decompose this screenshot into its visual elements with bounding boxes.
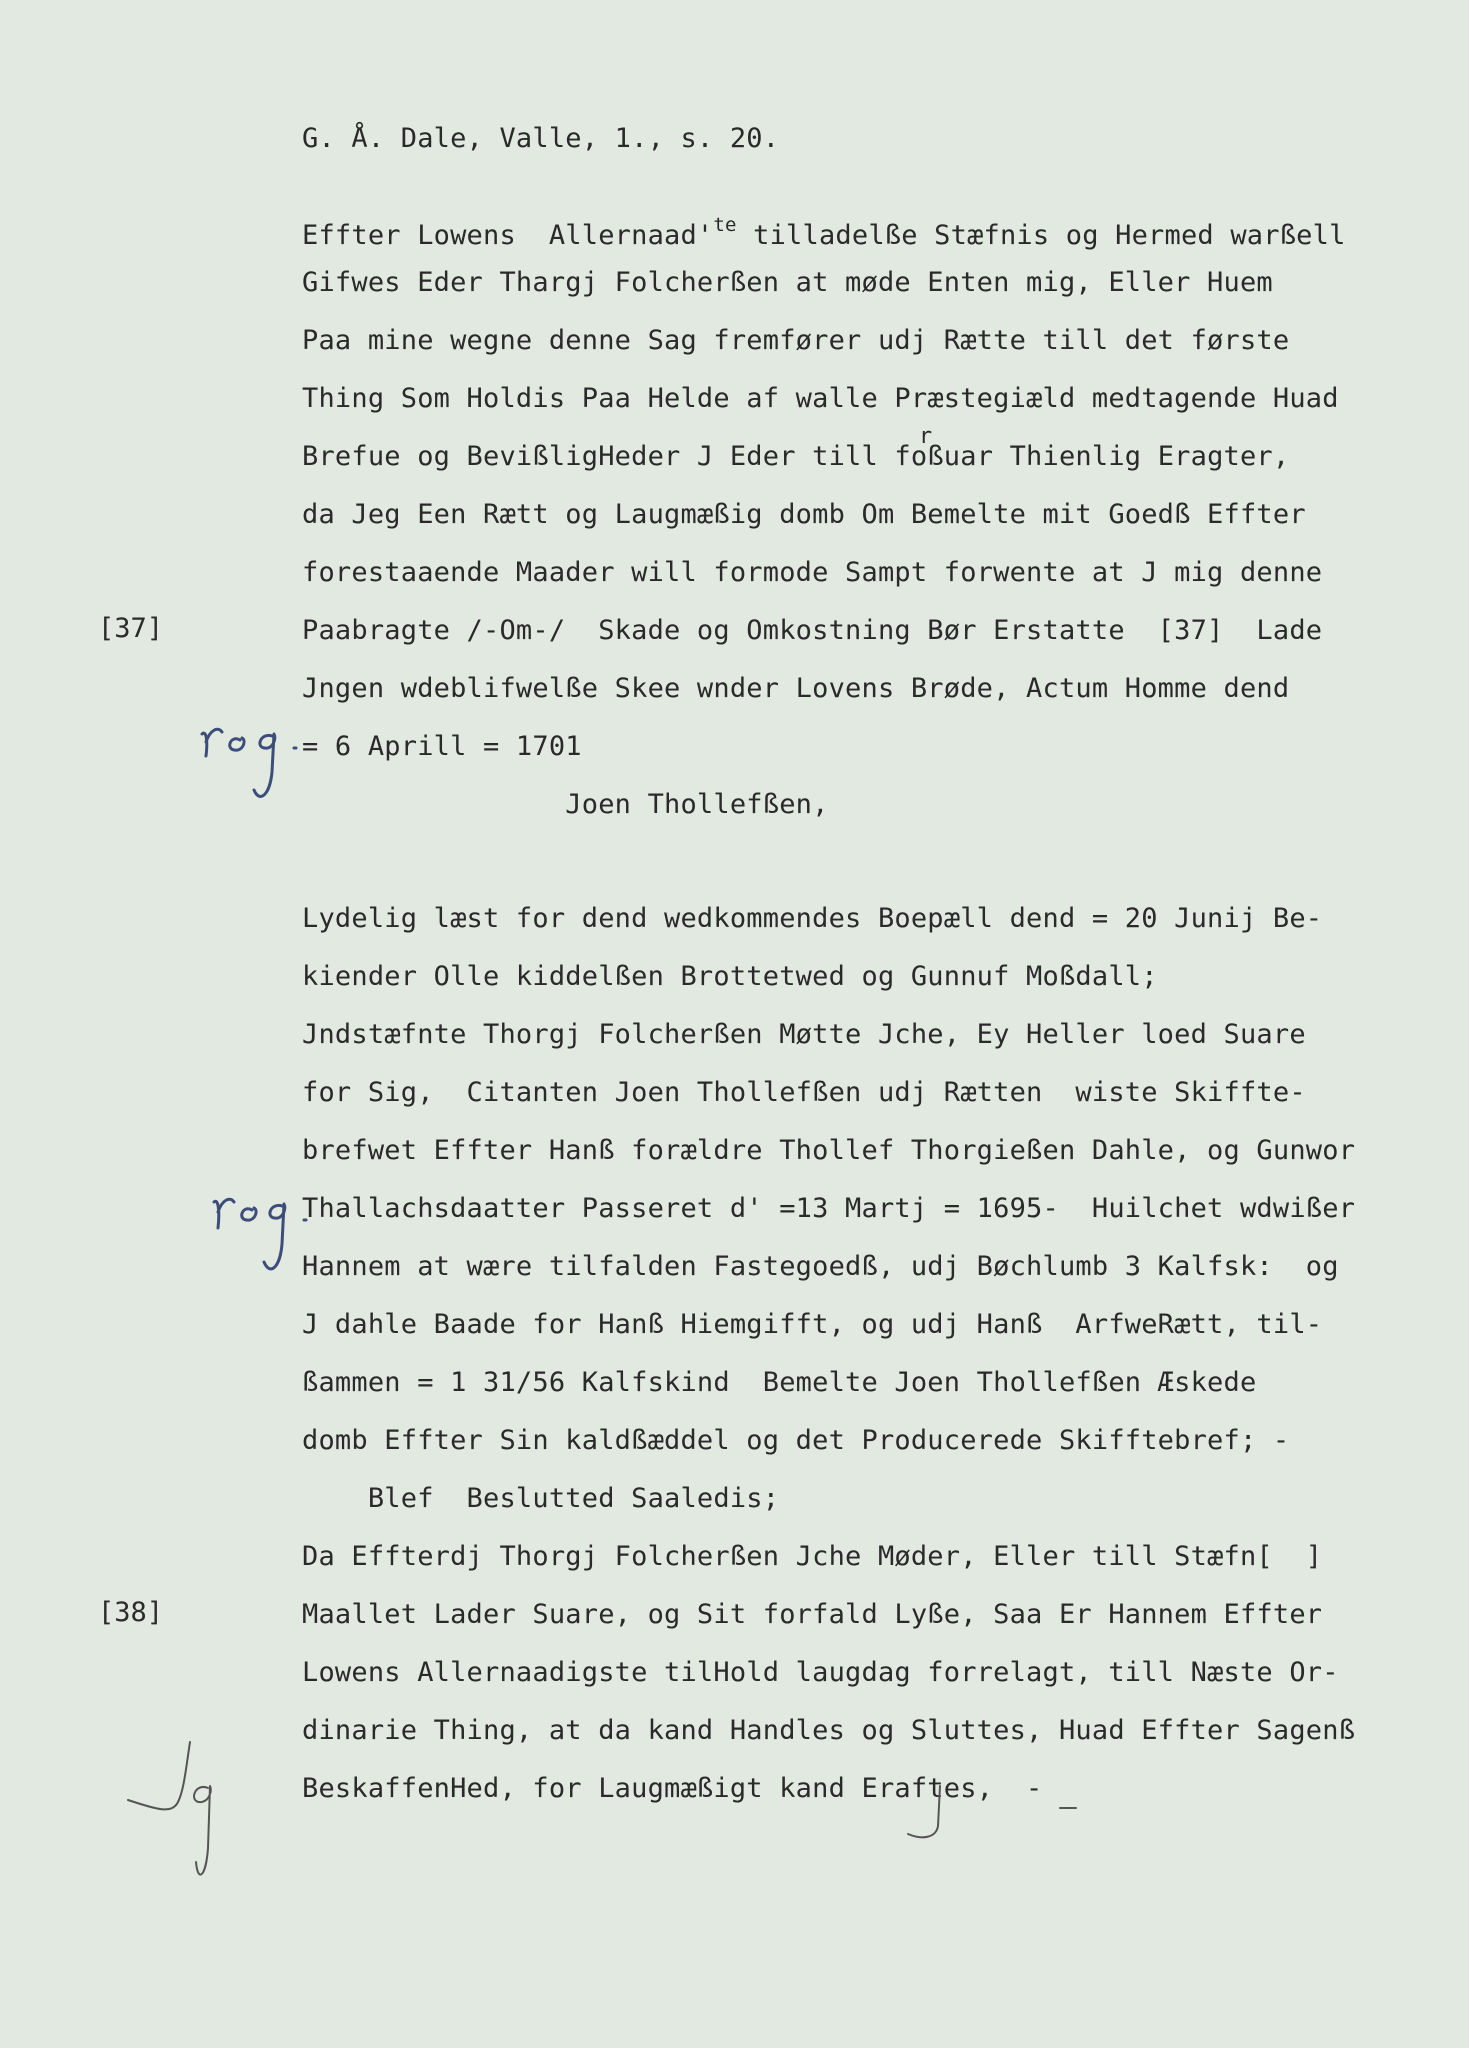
overwritten-letter [910,424,933,474]
text-segment: Brefue og BevißligHeder J Eder till f [302,441,911,472]
pencil-initials [118,1738,238,1888]
text-line: BeskaffenHed, for Laugmæßigt kand Eraftes, - [302,1773,1043,1804]
text-line: Gifwes Eder Thargj Folcherßen at møde Enten mig, Eller Huem [302,267,1273,298]
text-line: Paa mine wegne denne Sag fremfører udj Rætte till det første [302,325,1290,356]
text-line: domb Effter Sin kaldßæddel og det Producerede Skifftebref; - [302,1425,1290,1456]
text-line: Hannem at wære tilfalden Fastegoedß, udj Bøchlumb 3 Kalfsk: og [302,1251,1339,1282]
text-line: brefwet Effter Hanß forældre Thollef Thorgießen Dahle, og Gunwor [302,1135,1356,1166]
text-line: Thing Som Holdis Paa Helde af walle Præstegiæld medtagende Huad [302,383,1339,414]
pencil-dash [1056,1804,1086,1814]
text-line: Lydelig læst for dend wedkommendes Boepæll dend = 20 Junij Be- [302,903,1323,934]
handwritten-reg-annotation [208,1188,338,1298]
margin-page-ref: [37] [98,613,164,644]
signature-line: Joen Thollefßen, [302,789,829,820]
pencil-mark [898,1780,958,1850]
text-line: ßammen = 1 31/56 Kalfskind Bemelte Joen Thollefßen Æskede [302,1367,1257,1398]
text-line [302,208,1346,253]
document-header: G. Å. Dale, Valle, 1., s. 20. [302,123,780,154]
text-line: Da Effterdj Thorgj Folcherßen Jche Møder, Eller till Stæfn[ ] [302,1541,1323,1572]
margin-page-ref: [38] [98,1597,164,1628]
text-line [302,424,1290,474]
inserted-letter: r [918,424,933,449]
text-line: = 6 Aprill = 1701 [302,731,582,762]
handwritten-reg-annotation [196,712,326,822]
text-segment: ßuar Thienlig Eragter, [927,441,1290,472]
text-line: kiender Olle kiddelßen Brottetwed og Gunnuf Moßdall; [302,961,1158,992]
text-line: Blef Beslutted Saaledis; [302,1483,780,1514]
text-line: da Jeg Een Rætt og Laugmæßig domb Om Bemelte mit Goedß Effter [302,499,1306,530]
text-line: Maallet Lader Suare, og Sit forfald Lyße, Saa Er Hannem Effter [302,1599,1323,1630]
text-line: Paabragte /-Om-/ Skade og Omkostning Bør Erstatte [37] Lade [302,615,1323,646]
text-line: Lowens Allernaadigste tilHold laugdag forrelagt, till Næste Or- [302,1657,1339,1688]
text-line: Jngen wdeblifwelße Skee wnder Lovens Brøde, Actum Homme dend [302,673,1290,704]
text-line: J dahle Baade for Hanß Hiemgifft, og udj Hanß ArfweRætt, til- [302,1309,1323,1340]
text-line: for Sig, Citanten Joen Thollefßen udj Rætten wiste Skiffte- [302,1077,1306,1108]
text-line: Jndstæfnte Thorgj Folcherßen Møtte Jche, Ey Heller loed Suare [302,1019,1306,1050]
superscript: te [713,214,737,236]
text-segment: tilladelße Stæfnis og Hermed warßell [736,220,1346,251]
text-line: Thallachsdaatter Passeret d' =13 Martj = 1695- Huilchet wdwißer [302,1193,1356,1224]
text-line: forestaaende Maader will formode Sampt forwente at J mig denne [302,557,1323,588]
base-letter: o [910,441,928,472]
text-line: dinarie Thing, at da kand Handles og Sluttes, Huad Effter Sagenß [302,1715,1356,1746]
text-segment: Effter Lowens Allernaad' [302,220,714,251]
